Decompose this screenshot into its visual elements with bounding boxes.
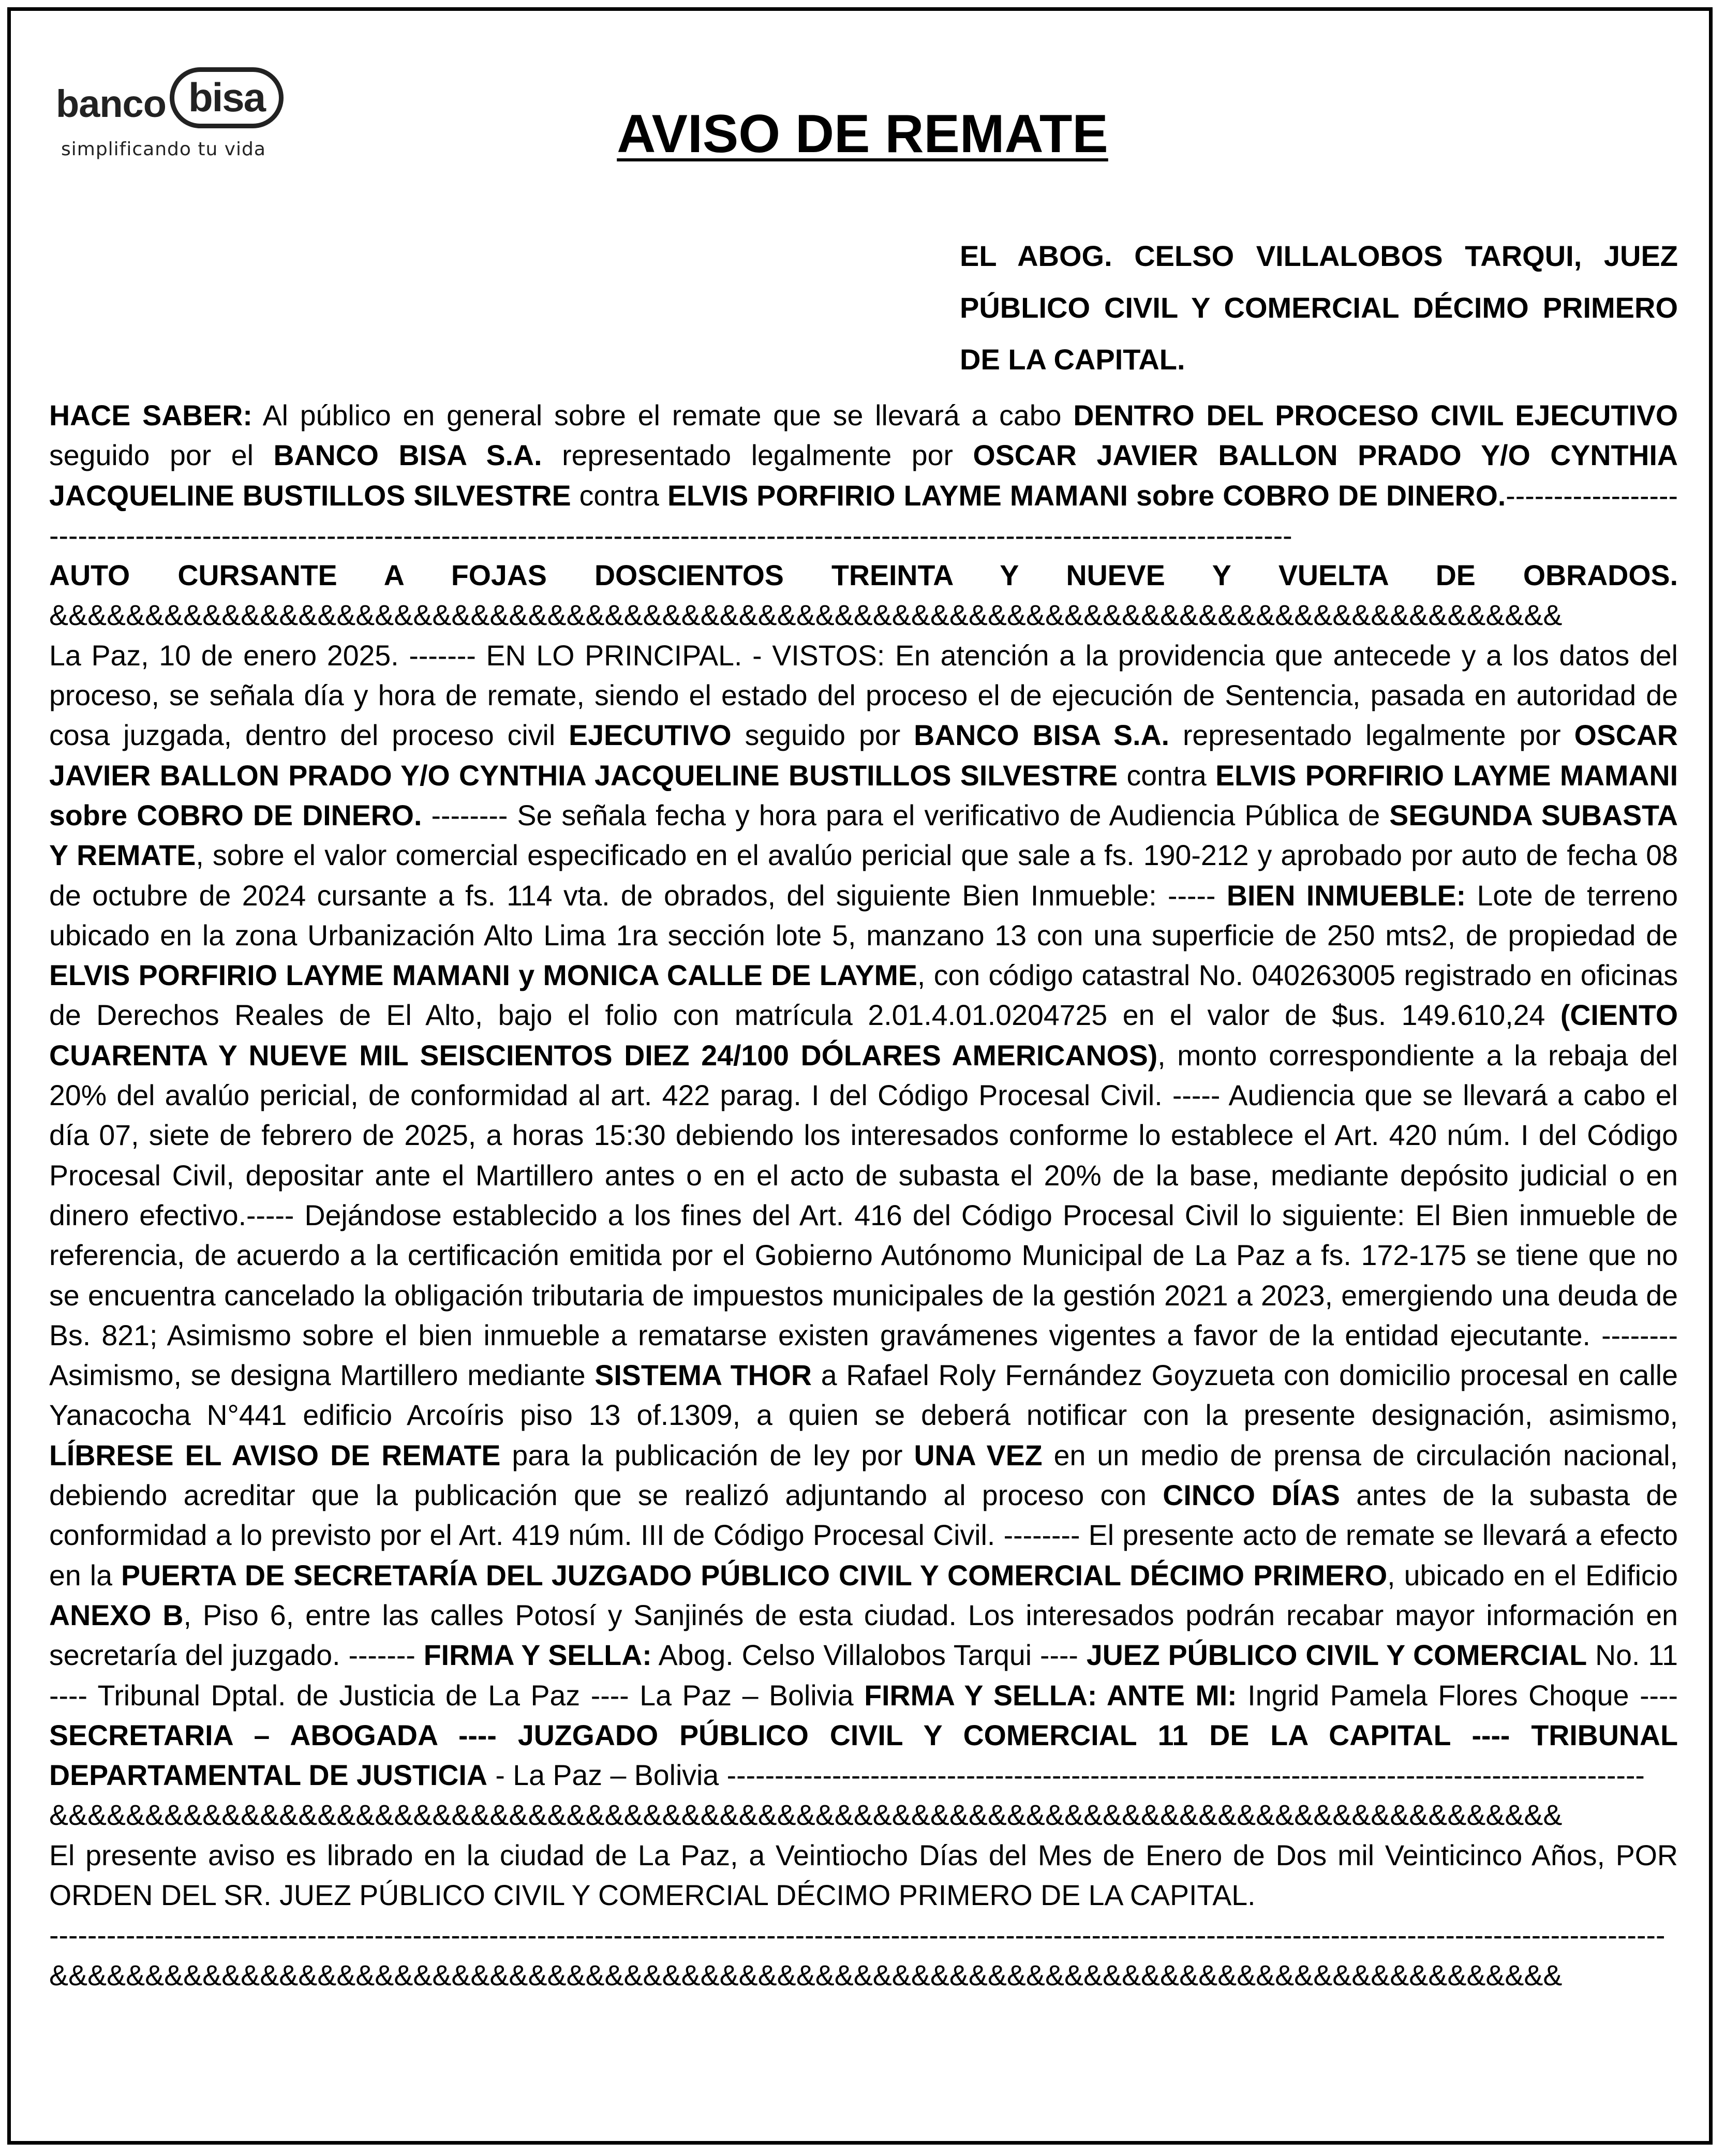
text-run: contra bbox=[571, 479, 667, 512]
bold-run: LÍBRESE EL AVISO DE REMATE bbox=[49, 1439, 501, 1471]
text-run: para la publicación de ley por bbox=[500, 1439, 914, 1471]
text-run: -------- Se señala fecha y hora para el verificativo de Audiencia Pública de bbox=[422, 799, 1390, 831]
paragraph-auto-cursante bbox=[49, 556, 1678, 596]
bold-run: AUTO CURSANTE A FOJAS DOSCIENTOS TREINTA Y NUEVE Y VUELTA DE OBRADOS. bbox=[49, 559, 1678, 592]
text-run: en un medio de prensa de circulación nacional, debiendo acreditar que la publicación que se realizó adjuntando al proceso con bbox=[49, 1439, 1678, 1512]
bold-run: CINCO DÍAS bbox=[1163, 1479, 1340, 1512]
logo-slogan: simplificando tu vida bbox=[61, 139, 266, 160]
bold-run: UNA VEZ bbox=[914, 1439, 1043, 1471]
text-run: a Rafael Roly Fernández Goyzueta con domicilio procesal en calle Yanacocha N°441 edificio Arcoíris piso 13 of.1309, a quien se deberá notificar con la presente designación, asimismo, bbox=[49, 1359, 1678, 1432]
ampersand-separator: &&&&&&&&&&&&&&&&&&&&&&&&&&&&&&&&&&&&&&&&&&&&&&&&&&&&&&&&&&&&&&&&&&&&&&&&&&&&&&& bbox=[49, 1799, 1563, 1832]
bold-run: ELVIS PORFIRIO LAYME MAMANI y MONICA CALLE DE LAYME bbox=[49, 959, 917, 992]
text-run: Al público en general sobre el remate que se llevará a cabo bbox=[252, 399, 1074, 432]
text-run: , ubicado en el Edificio bbox=[1387, 1559, 1678, 1592]
bold-run: PUERTA DE SECRETARÍA DEL JUZGADO PÚBLICO CIVIL Y COMERCIAL DÉCIMO PRIMERO bbox=[121, 1559, 1388, 1592]
text-run: representado legalmente por bbox=[1169, 719, 1574, 752]
bold-run: BANCO BISA S.A. bbox=[914, 719, 1169, 752]
bold-run: ELVIS PORFIRIO LAYME MAMANI sobre COBRO DE DINERO. bbox=[667, 479, 1506, 512]
text-run: La Paz, 10 de enero 2025. ------- EN LO PRINCIPAL. - VISTOS: En atención a la providencia que antecede y a los datos del proceso, se señala día y hora de remate, siendo el estado del proceso el de ejecución de Sentencia, pasada en autoridad de cosa juzgada, dentro del proceso civil bbox=[49, 639, 1678, 752]
text-run: representado legalmente por bbox=[542, 439, 973, 472]
judge-header: EL ABOG. CELSO VILLALOBOS TARQUI, JUEZ PÚBLICO CIVIL Y COMERCIAL DÉCIMO PRIMERO DE LA CAPITAL. bbox=[960, 240, 1678, 376]
text-run: - La Paz – Bolivia ------------------------------------------------------------------------------------------------ bbox=[487, 1759, 1645, 1792]
text-run: Ingrid Pamela Flores Choque ---- bbox=[1237, 1679, 1678, 1712]
text-run: contra bbox=[1118, 759, 1216, 792]
paragraph-resolution bbox=[49, 636, 1678, 1796]
bold-run: ELVIS PORFIRIO LAYME MAMANI sobre COBRO DE DINERO. bbox=[49, 759, 1678, 831]
text-run: seguido por el bbox=[49, 439, 274, 472]
bold-run: SISTEMA THOR bbox=[594, 1359, 812, 1392]
notice-title: AVISO DE REMATE bbox=[617, 104, 1108, 164]
ampersand-separator: &&&&&&&&&&&&&&&&&&&&&&&&&&&&&&&&&&&&&&&&&&&&&&&&&&&&&&&&&&&&&&&&&&&&&&&&&&&&&&& bbox=[49, 599, 1563, 632]
text-run: seguido por bbox=[731, 719, 914, 752]
bold-run: (CIENTO CUARENTA Y NUEVE MIL SEISCIENTOS DIEZ 24/100 DÓLARES AMERICANOS) bbox=[49, 999, 1678, 1072]
logo-badge-text: bisa bbox=[188, 75, 265, 120]
dash-separator: ------------------------------------------------------------------------------------------------------------------------------------------------------------------------- bbox=[49, 1919, 1665, 1952]
text-run: , monto correspondiente a la rebaja del 20% del avalúo pericial, de conformidad al art. 422 parag. I del Código Procesal Civil. ----- Audiencia que se llevará a cabo el día 07, siete de febrero de 2025, a horas 15:30 debiendo los interesados conforme lo establece el Art. 420 núm. I del Código Procesal Civil, depositar ante el Martillero antes o en el acto de subasta el 20% de la base, mediante depósito judicial o en dinero efectivo.----- Dejándose establecido a los fines del Art. 416 del Código Procesal Civil lo siguiente: El Bien inmueble de referencia, de acuerdo a la certificación emitida por el Gobierno Autónomo Municipal de La Paz a fs. 172-175 se tiene que no se encuentra cancelado la obligación tributaria de impuestos municipales de la gestión 2021 a 2023, emergiendo una deuda de Bs. 821; Asimismo sobre el bien inmueble a rematarse existen gravámenes vigentes a favor de la entidad ejecutante. --------Asimismo, se designa Martillero mediante bbox=[49, 1039, 1678, 1392]
text-run: , sobre el valor comercial especificado en el avalúo pericial que sale a fs. 190-212 y aprobado por auto de fecha 08 de octubre de 2024 cursante a fs. 114 vta. de obrados, del siguiente Bien Inmueble: ----- bbox=[49, 839, 1678, 912]
text-run: ---------------------------------------------------------------------------------------------------------------------------------------------------- bbox=[49, 479, 1678, 552]
logo-word: banco bbox=[56, 82, 166, 125]
text-run: Abog. Celso Villalobos Tarqui ---- bbox=[651, 1639, 1087, 1672]
bold-run: OSCAR JAVIER BALLON PRADO Y/O CYNTHIA JACQUELINE BUSTILLOS SILVESTRE bbox=[49, 439, 1678, 512]
bold-run: OSCAR JAVIER BALLON PRADO Y/O CYNTHIA JACQUELINE BUSTILLOS SILVESTRE bbox=[49, 719, 1678, 792]
bold-run: HACE SABER: bbox=[49, 399, 252, 432]
text-run: Lote de terreno ubicado en la zona Urbanización Alto Lima 1ra sección lote 5, manzano 13 con una superficie de 250 mts2, de propiedad de bbox=[49, 879, 1678, 951]
text-run: antes de la subasta de conformidad a lo previsto por el Art. 419 núm. III de Código Procesal Civil. -------- El presente acto de remate se llevará a efecto en la bbox=[49, 1479, 1678, 1592]
notice-body bbox=[49, 396, 1678, 1996]
text-run: , Piso 6, entre las calles Potosí y Sanjinés de esta ciudad. Los interesados podrán recabar mayor información en secretaría del juzgado. ------- bbox=[49, 1599, 1678, 1672]
ampersand-separator: &&&&&&&&&&&&&&&&&&&&&&&&&&&&&&&&&&&&&&&&&&&&&&&&&&&&&&&&&&&&&&&&&&&&&&&&&&&&&&& bbox=[49, 1959, 1563, 1991]
bold-run: SECRETARIA – ABOGADA ---- JUZGADO PÚBLICO CIVIL Y COMERCIAL 11 DE LA CAPITAL ---- TRIBUNAL DEPARTAMENTAL DE JUSTICIA bbox=[49, 1719, 1678, 1792]
bold-run: SEGUNDA SUBASTA Y REMATE bbox=[49, 799, 1678, 872]
text-run: No. 11 ---- Tribunal Dptal. de Justicia de La Paz ---- La Paz – Bolivia bbox=[49, 1639, 1678, 1712]
paragraph-closing: El presente aviso es librado en la ciudad de La Paz, a Veintiocho Días del Mes de Enero de Dos mil Veinticinco Años, POR ORDEN DEL SR. JUEZ PÚBLICO CIVIL Y COMERCIAL DÉCIMO PRIMERO DE LA CAPITAL. bbox=[49, 1839, 1678, 1911]
bold-run: ANEXO B bbox=[49, 1599, 184, 1631]
bold-run: EJECUTIVO bbox=[569, 719, 732, 752]
paragraph-hace-saber bbox=[49, 396, 1678, 556]
bold-run: DENTRO DEL PROCESO CIVIL EJECUTIVO bbox=[1073, 399, 1678, 432]
bold-run: BANCO BISA S.A. bbox=[273, 439, 542, 472]
bold-run: FIRMA Y SELLA: ANTE MI: bbox=[864, 1679, 1237, 1712]
bold-run: JUEZ PÚBLICO CIVIL Y COMERCIAL bbox=[1086, 1639, 1587, 1672]
bold-run: BIEN INMUEBLE: bbox=[1226, 879, 1466, 912]
bold-run: FIRMA Y SELLA: bbox=[423, 1639, 652, 1672]
text-run: , con código catastral No. 040263005 registrado en oficinas de Derechos Reales de El Alto, bajo el folio con matrícula 2.01.4.01.0204725 en el valor de $us. 149.610,24 bbox=[49, 959, 1678, 1032]
